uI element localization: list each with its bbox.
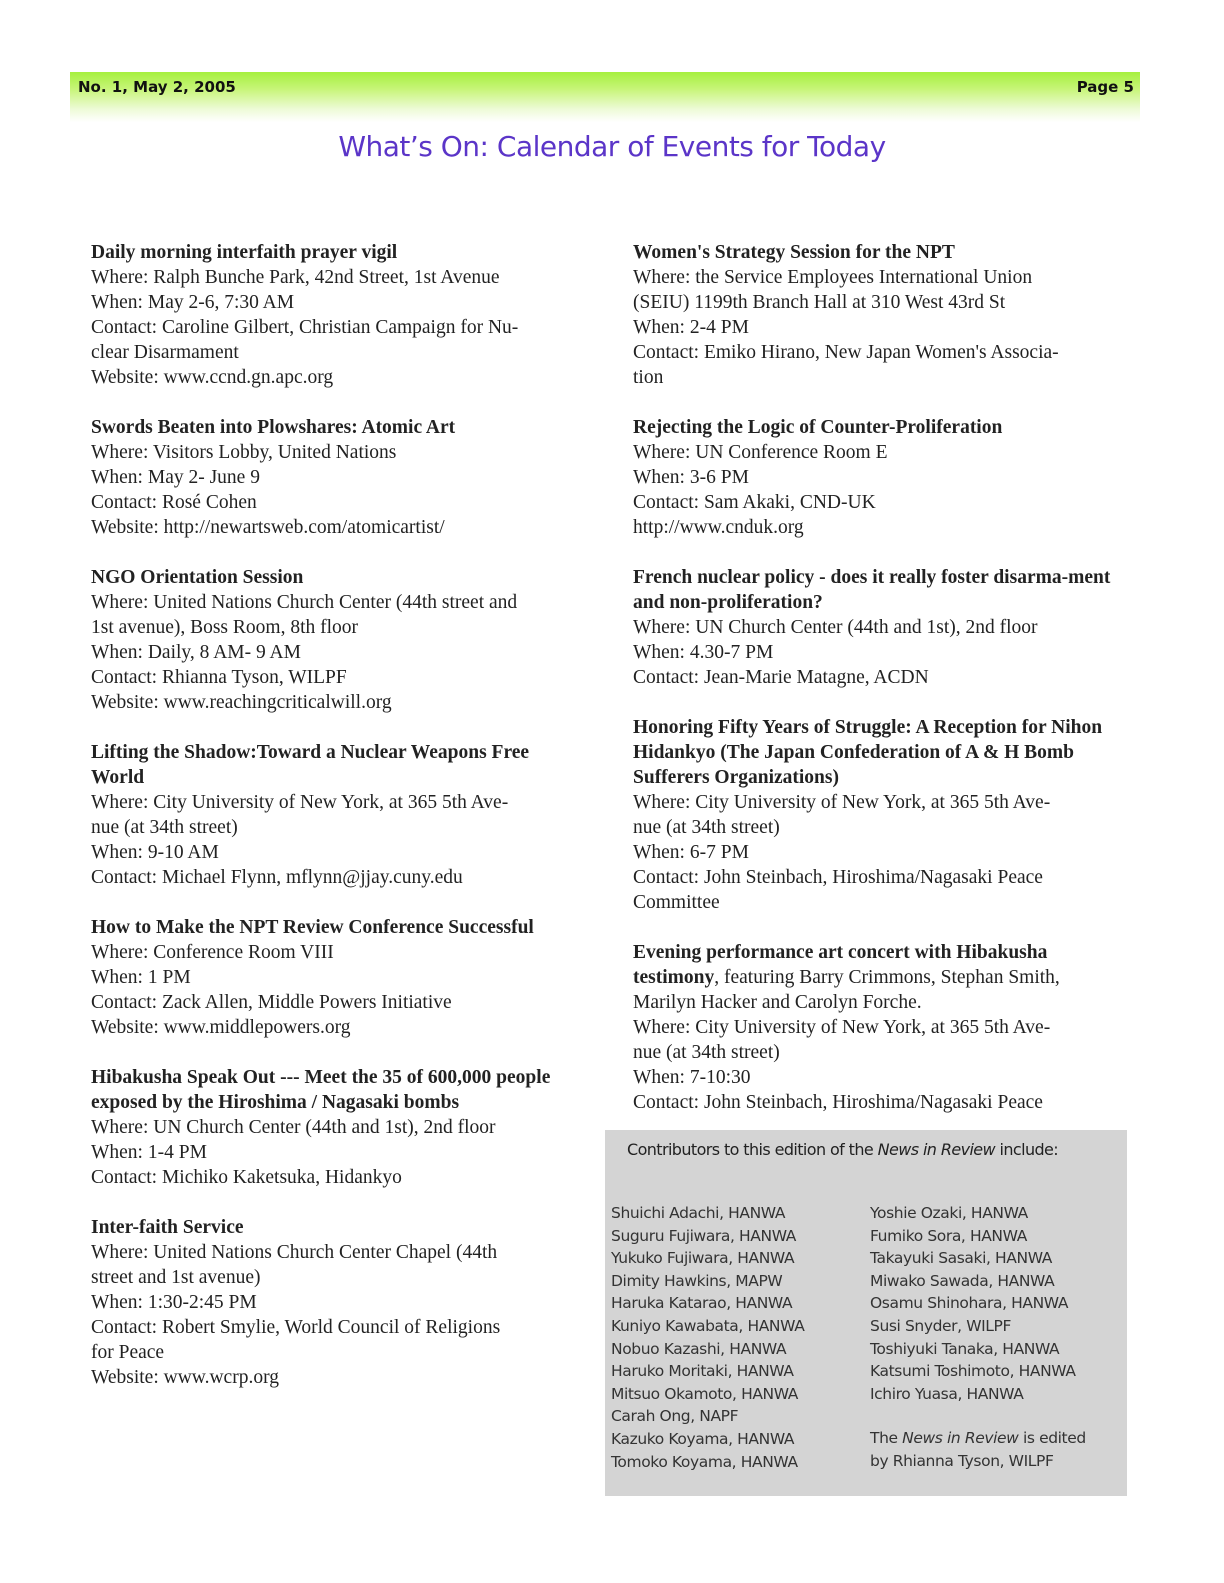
event-title: How to Make the NPT Review Conference Successful bbox=[91, 917, 534, 938]
event-item bbox=[633, 565, 1123, 690]
event-detail-line: Where: UN Church Center (44th and 1st), 2nd floor bbox=[91, 1117, 496, 1138]
event-detail-line: Where: Conference Room VIII bbox=[91, 942, 334, 963]
event-detail-line: When: 1-4 PM bbox=[91, 1142, 207, 1163]
contributor-name: Toshiyuki Tanaka, HANWA bbox=[870, 1339, 1060, 1358]
contributor-name: Tomoko Koyama, HANWA bbox=[611, 1452, 798, 1471]
contributor-name: Miwako Sawada, HANWA bbox=[870, 1271, 1055, 1290]
event-heading bbox=[633, 415, 1123, 440]
event-title: Honoring Fifty Years of Struggle: A Reception for Nihon Hidankyo (The Japan Confederation of A & H Bomb Sufferers Organizations) bbox=[633, 717, 1103, 788]
contributor-name: Takayuki Sasaki, HANWA bbox=[870, 1249, 1052, 1268]
event-detail-line: Website: www.ccnd.gn.apc.org bbox=[91, 367, 334, 388]
event-detail-line: Where: City University of New York, at 365 5th Ave- bbox=[91, 792, 509, 813]
event-detail-line: Website: www.reachingcriticalwill.org bbox=[91, 692, 392, 713]
event-item bbox=[633, 415, 1123, 540]
event-detail-line: Where: United Nations Church Center (44th street and bbox=[91, 592, 518, 613]
event-detail-line: Contact: John Steinbach, Hiroshima/Nagasaki Peace bbox=[633, 867, 1043, 888]
editor-note-post: is edited bbox=[1018, 1429, 1086, 1448]
contributor-name: Shuichi Adachi, HANWA bbox=[611, 1204, 786, 1222]
event-heading bbox=[91, 415, 576, 440]
event-detail-line: When: 7-10:30 bbox=[633, 1067, 751, 1088]
event-title: French nuclear policy - does it really foster disarma-ment and non-proliferation? bbox=[633, 567, 1111, 613]
editor-note-pre: The bbox=[870, 1429, 903, 1448]
event-detail-line: Where: UN Church Center (44th and 1st), 2nd floor bbox=[633, 617, 1038, 638]
event-detail-line: Contact: Rhianna Tyson, WILPF bbox=[91, 667, 347, 688]
event-detail-line: Contact: Jean-Marie Matagne, ACDN bbox=[633, 667, 929, 688]
editor-note-publication: News in Review bbox=[902, 1429, 1019, 1448]
event-detail-line: When: Daily, 8 AM- 9 AM bbox=[91, 642, 301, 663]
contributor-name: Suguru Fujiwara, HANWA bbox=[611, 1226, 796, 1245]
event-heading bbox=[91, 565, 576, 590]
event-detail-line: When: 6-7 PM bbox=[633, 842, 749, 863]
event-detail-line: Contact: Sam Akaki, CND-UK bbox=[633, 492, 876, 513]
event-title: Inter-faith Service bbox=[91, 1217, 244, 1238]
event-item bbox=[91, 240, 576, 390]
event-detail-line: When: May 2-6, 7:30 AM bbox=[91, 292, 295, 313]
event-detail-line: clear Disarmament bbox=[91, 342, 239, 363]
event-title: Hibakusha Speak Out --- Meet the 35 of 600,000 people exposed by the Hiroshima / Nagasaki bombs bbox=[91, 1067, 551, 1113]
event-detail-line: Committee bbox=[633, 892, 720, 913]
header-bar bbox=[70, 72, 1140, 122]
event-detail-line: Contact: Emiko Hirano, New Japan Women's Associa- bbox=[633, 342, 1059, 363]
contributor-name: Haruko Moritaki, HANWA bbox=[611, 1362, 794, 1381]
event-heading bbox=[91, 915, 576, 940]
contributor-name: Dimity Hawkins, MAPW bbox=[611, 1271, 783, 1290]
event-detail-line: When: 3-6 PM bbox=[633, 467, 749, 488]
event-detail-line: Where: City University of New York, at 365 5th Ave- bbox=[633, 792, 1051, 813]
event-detail-line: Contact: Michael Flynn, mflynn@jjay.cuny.edu bbox=[91, 867, 463, 888]
event-detail-line: When: 9-10 AM bbox=[91, 842, 219, 863]
event-detail-line: nue (at 34th street) bbox=[91, 817, 238, 838]
contributors-column-a bbox=[611, 1202, 861, 1473]
event-detail-line: Where: Visitors Lobby, United Nations bbox=[91, 442, 397, 463]
contributor-name: Osamu Shinohara, HANWA bbox=[870, 1294, 1069, 1313]
event-detail-line: Where: UN Conference Room E bbox=[633, 442, 888, 463]
event-detail-line: Website: http://newartsweb.com/atomicartist/ bbox=[91, 517, 445, 538]
event-detail-line: When: 4.30-7 PM bbox=[633, 642, 774, 663]
page-number: Page 5 bbox=[1076, 78, 1134, 96]
event-item bbox=[91, 1215, 576, 1390]
contributors-heading-post: include: bbox=[995, 1140, 1059, 1159]
event-detail-line: 1st avenue), Boss Room, 8th floor bbox=[91, 617, 359, 638]
event-item bbox=[633, 715, 1123, 915]
event-title: Rejecting the Logic of Counter-Proliferation bbox=[633, 417, 1003, 438]
contributors-column-b bbox=[870, 1202, 1125, 1473]
event-item bbox=[633, 240, 1123, 390]
editor-note-line2: by Rhianna Tyson, WILPF bbox=[870, 1451, 1054, 1470]
contributor-name: Yoshie Ozaki, HANWA bbox=[870, 1204, 1028, 1222]
event-title: Evening performance art concert with Hibakusha testimony bbox=[633, 942, 1048, 988]
contributors-box bbox=[605, 1130, 1127, 1496]
editor-note bbox=[870, 1427, 1125, 1472]
contributor-name: Kazuko Koyama, HANWA bbox=[611, 1429, 795, 1448]
contributor-name: Susi Snyder, WILPF bbox=[870, 1316, 1012, 1335]
event-title: Swords Beaten into Plowshares: Atomic Art bbox=[91, 417, 456, 438]
event-item bbox=[91, 415, 576, 540]
event-item bbox=[91, 1065, 576, 1190]
issue-date: No. 1, May 2, 2005 bbox=[78, 78, 236, 96]
contributor-name: Nobuo Kazashi, HANWA bbox=[611, 1339, 787, 1358]
event-detail-line: When: 1:30-2:45 PM bbox=[91, 1292, 257, 1313]
event-detail-line: Website: www.middlepowers.org bbox=[91, 1017, 351, 1038]
contributor-name: Carah Ong, NAPF bbox=[611, 1407, 739, 1426]
event-title: Daily morning interfaith prayer vigil bbox=[91, 242, 398, 263]
event-detail-line: Where: United Nations Church Center Chapel (44th bbox=[91, 1242, 498, 1263]
event-item bbox=[633, 940, 1123, 1115]
event-item bbox=[91, 740, 576, 890]
event-detail-line: tion bbox=[633, 367, 664, 388]
event-detail-line: Contact: Michiko Kaketsuka, Hidankyo bbox=[91, 1167, 402, 1188]
event-detail-line: When: 2-4 PM bbox=[633, 317, 749, 338]
event-detail-line: Contact: Robert Smylie, World Council of Religions bbox=[91, 1317, 501, 1338]
event-item bbox=[91, 565, 576, 715]
contributor-name: Mitsuo Okamoto, HANWA bbox=[611, 1384, 799, 1403]
event-heading bbox=[633, 715, 1123, 790]
event-detail-line: When: 1 PM bbox=[91, 967, 191, 988]
event-heading bbox=[633, 565, 1123, 615]
event-heading bbox=[91, 1065, 576, 1115]
event-heading bbox=[91, 1215, 576, 1240]
event-detail-line: (SEIU) 1199th Branch Hall at 310 West 43rd St bbox=[633, 292, 1006, 313]
event-heading bbox=[633, 940, 1123, 1015]
event-title: Lifting the Shadow:Toward a Nuclear Weapons Free World bbox=[91, 742, 530, 788]
contributor-name: Kuniyo Kawabata, HANWA bbox=[611, 1316, 805, 1335]
event-title-suffix: , featuring Barry Crimmons, Stephan Smith, Marilyn Hacker and Carolyn Forche. bbox=[633, 967, 1060, 1013]
event-detail-line: Website: www.wcrp.org bbox=[91, 1367, 279, 1388]
event-detail-line: Where: City University of New York, at 365 5th Ave- bbox=[633, 1017, 1051, 1038]
event-detail-line: Contact: John Steinbach, Hiroshima/Nagasaki Peace bbox=[633, 1092, 1043, 1113]
contributor-name: Katsumi Toshimoto, HANWA bbox=[870, 1362, 1076, 1381]
contributor-name: Ichiro Yuasa, HANWA bbox=[870, 1384, 1024, 1403]
event-detail-line: Contact: Caroline Gilbert, Christian Campaign for Nu- bbox=[91, 317, 519, 338]
event-detail-line: http://www.cnduk.org bbox=[633, 517, 804, 538]
event-detail-line: nue (at 34th street) bbox=[633, 817, 780, 838]
events-left-column bbox=[91, 240, 576, 1415]
event-detail-line: Where: the Service Employees International Union bbox=[633, 267, 1033, 288]
page-title: What’s On: Calendar of Events for Today bbox=[338, 130, 886, 163]
event-detail-line: street and 1st avenue) bbox=[91, 1267, 261, 1288]
event-heading bbox=[633, 240, 1123, 265]
event-detail-line: When: May 2- June 9 bbox=[91, 467, 260, 488]
event-detail-line: Contact: Rosé Cohen bbox=[91, 492, 257, 513]
contributors-heading bbox=[627, 1140, 1058, 1159]
event-detail-line: nue (at 34th street) bbox=[633, 1042, 780, 1063]
event-detail-line: for Peace bbox=[91, 1342, 165, 1363]
event-title: NGO Orientation Session bbox=[91, 567, 304, 588]
event-item bbox=[91, 915, 576, 1040]
contributor-name: Fumiko Sora, HANWA bbox=[870, 1226, 1027, 1245]
publication-name: News in Review bbox=[877, 1140, 996, 1159]
contributors-heading-pre: Contributors to this edition of the bbox=[627, 1140, 878, 1159]
event-detail-line: Contact: Zack Allen, Middle Powers Initiative bbox=[91, 992, 452, 1013]
events-right-column bbox=[633, 240, 1123, 1140]
event-heading bbox=[91, 740, 576, 790]
event-heading bbox=[91, 240, 576, 265]
contributor-name: Yukuko Fujiwara, HANWA bbox=[611, 1249, 795, 1268]
contributor-name: Haruka Katarao, HANWA bbox=[611, 1294, 793, 1313]
event-title: Women's Strategy Session for the NPT bbox=[633, 242, 955, 263]
event-detail-line: Where: Ralph Bunche Park, 42nd Street, 1st Avenue bbox=[91, 267, 500, 288]
